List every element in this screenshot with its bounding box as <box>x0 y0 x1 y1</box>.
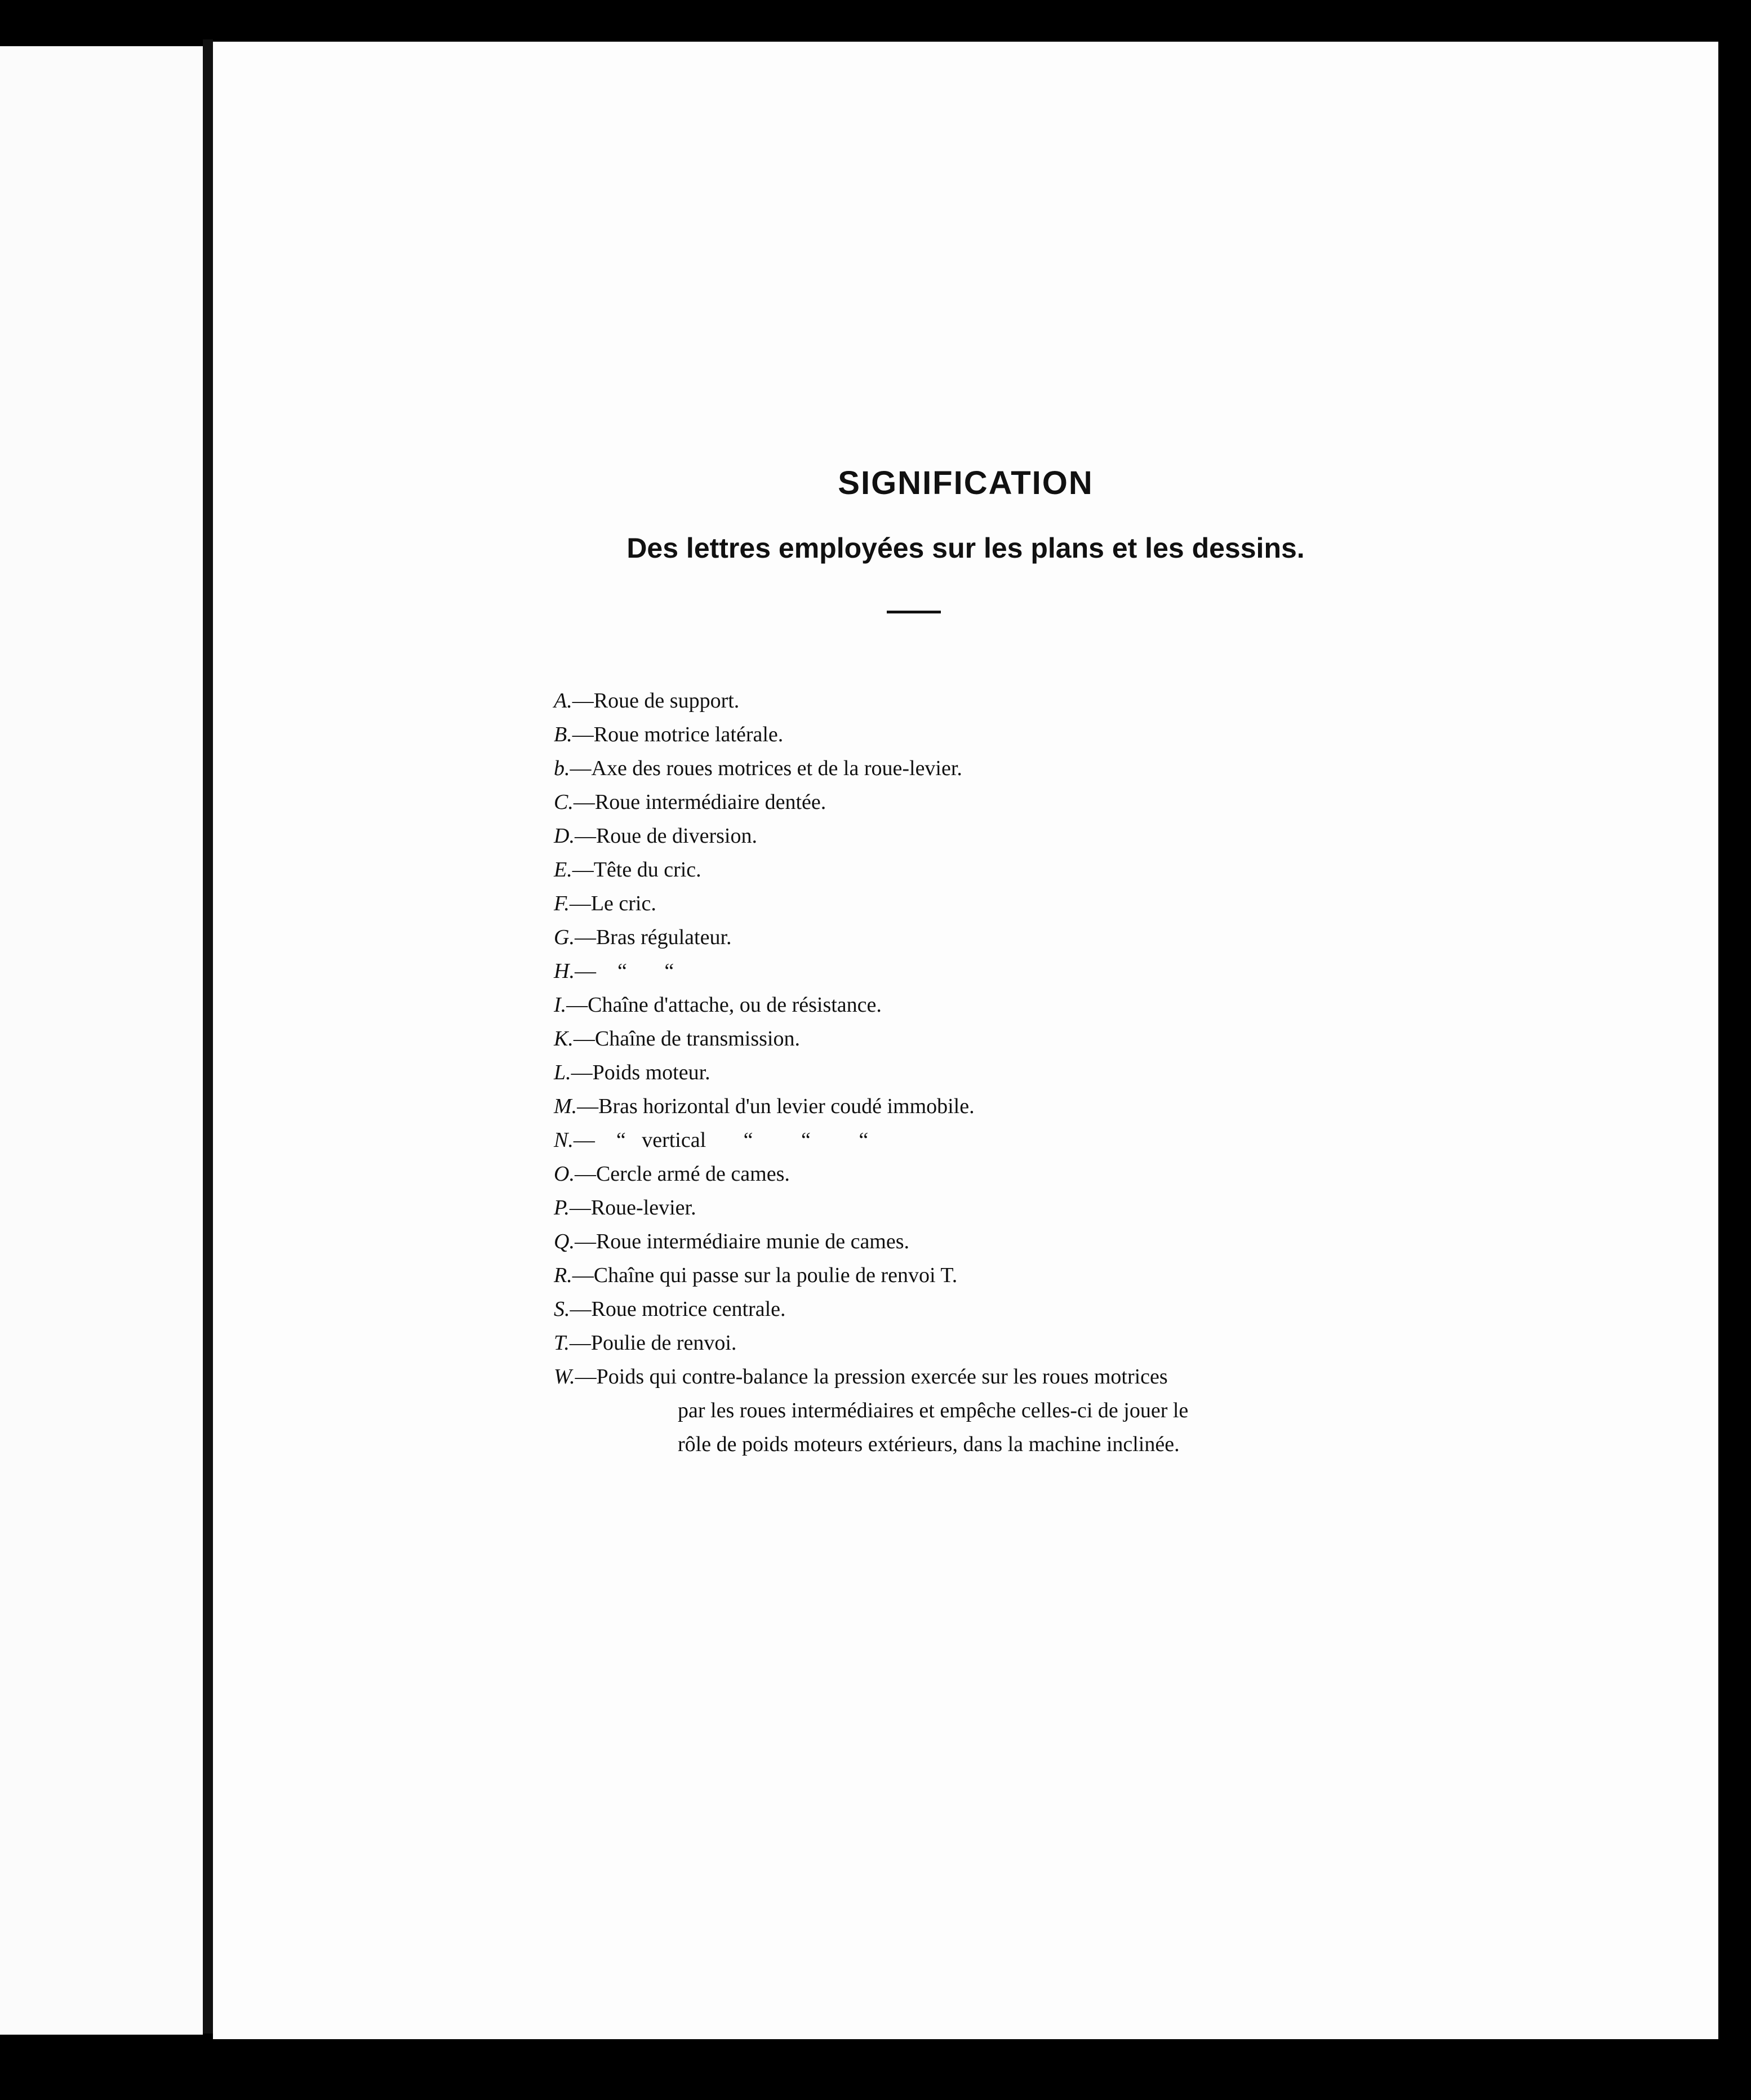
page-gutter <box>203 39 213 2034</box>
legend-letter: T. <box>554 1331 570 1355</box>
legend-letter: W. <box>554 1365 575 1389</box>
legend-item <box>554 1123 1512 1157</box>
legend-item <box>554 1292 1512 1326</box>
legend-item <box>554 954 1512 988</box>
left-page-edge <box>0 46 203 2035</box>
legend-letter: H. <box>554 959 575 983</box>
legend-item <box>554 920 1512 954</box>
legend-letter: F. <box>554 892 570 915</box>
legend-text: —Le cric. <box>569 892 656 915</box>
legend-text: —Chaîne qui passe sur la poulie de renvoi T. <box>572 1263 958 1287</box>
legend-item <box>554 751 1512 785</box>
legend-letter: b. <box>554 757 570 780</box>
legend-letter: C. <box>554 790 574 814</box>
legend-item <box>554 1022 1512 1056</box>
legend-item <box>554 1056 1512 1089</box>
legend-letter: M. <box>554 1095 577 1118</box>
document-page <box>213 42 1718 2039</box>
legend-item <box>554 1089 1512 1123</box>
legend-item <box>554 1191 1512 1225</box>
legend-line <box>554 1360 1512 1394</box>
legend-letter: O. <box>554 1162 575 1186</box>
legend-text: —Tête du cric. <box>572 858 701 882</box>
legend-text: —Roue de diversion. <box>574 824 757 848</box>
legend-text: —Poids moteur. <box>571 1061 710 1084</box>
legend-text: —Chaîne d'attache, ou de résistance. <box>566 993 882 1017</box>
legend-continuation-line: par les roues intermédiaires et empêche celles-ci de jouer le <box>678 1399 1189 1422</box>
legend-letter: S. <box>554 1297 570 1321</box>
legend-continuation-line: rôle de poids moteurs extérieurs, dans la machine inclinée. <box>678 1432 1180 1456</box>
legend-item <box>554 1258 1512 1292</box>
legend-letter: L. <box>554 1061 571 1084</box>
legend-item <box>554 988 1512 1022</box>
letter-legend-list <box>554 684 1512 1461</box>
legend-item <box>554 785 1512 819</box>
legend-letter: E. <box>554 858 572 882</box>
legend-letter: B. <box>554 723 572 746</box>
legend-item <box>554 1225 1512 1258</box>
legend-item <box>554 887 1512 920</box>
legend-item <box>554 1360 1512 1461</box>
legend-letter: I. <box>554 993 567 1017</box>
legend-text: —Axe des roues motrices et de la roue-levier. <box>570 757 962 780</box>
legend-text: —Cercle armé de cames. <box>574 1162 790 1186</box>
legend-item <box>554 853 1512 887</box>
legend-item <box>554 819 1512 853</box>
legend-text: —Roue intermédiaire munie de cames. <box>574 1230 910 1253</box>
legend-letter: Q. <box>554 1230 575 1253</box>
legend-text: —Poids qui contre-balance la pression exercée sur les roues motrices <box>575 1365 1168 1389</box>
legend-letter: R. <box>554 1263 572 1287</box>
legend-letter: A. <box>554 689 572 713</box>
legend-item <box>554 684 1512 718</box>
page-title: SIGNIFICATION <box>838 465 1094 501</box>
legend-text: —Bras régulateur. <box>574 926 732 949</box>
legend-letter: P. <box>554 1196 570 1220</box>
legend-letter: K. <box>554 1027 574 1051</box>
legend-letter: N. <box>554 1128 574 1152</box>
legend-text: —Roue-levier. <box>569 1196 696 1220</box>
legend-letter: D. <box>554 824 575 848</box>
legend-text: — “ vertical “ “ “ <box>573 1128 869 1152</box>
legend-text: —Roue motrice latérale. <box>572 723 784 746</box>
page-subtitle: Des lettres employées sur les plans et les dessins. <box>626 532 1305 564</box>
title-divider <box>887 611 941 613</box>
legend-item <box>554 718 1512 751</box>
legend-text: —Chaîne de transmission. <box>573 1027 800 1051</box>
legend-item <box>554 1157 1512 1191</box>
legend-item <box>554 1326 1512 1360</box>
legend-letter: G. <box>554 926 575 949</box>
legend-text: —Roue motrice centrale. <box>570 1297 786 1321</box>
legend-text: —Bras horizontal d'un levier coudé immobile. <box>577 1095 975 1118</box>
legend-text: —Roue de support. <box>572 689 740 713</box>
legend-text: —Roue intermédiaire dentée. <box>573 790 826 814</box>
legend-text: — “ “ <box>574 959 674 983</box>
legend-text: —Poulie de renvoi. <box>569 1331 737 1355</box>
